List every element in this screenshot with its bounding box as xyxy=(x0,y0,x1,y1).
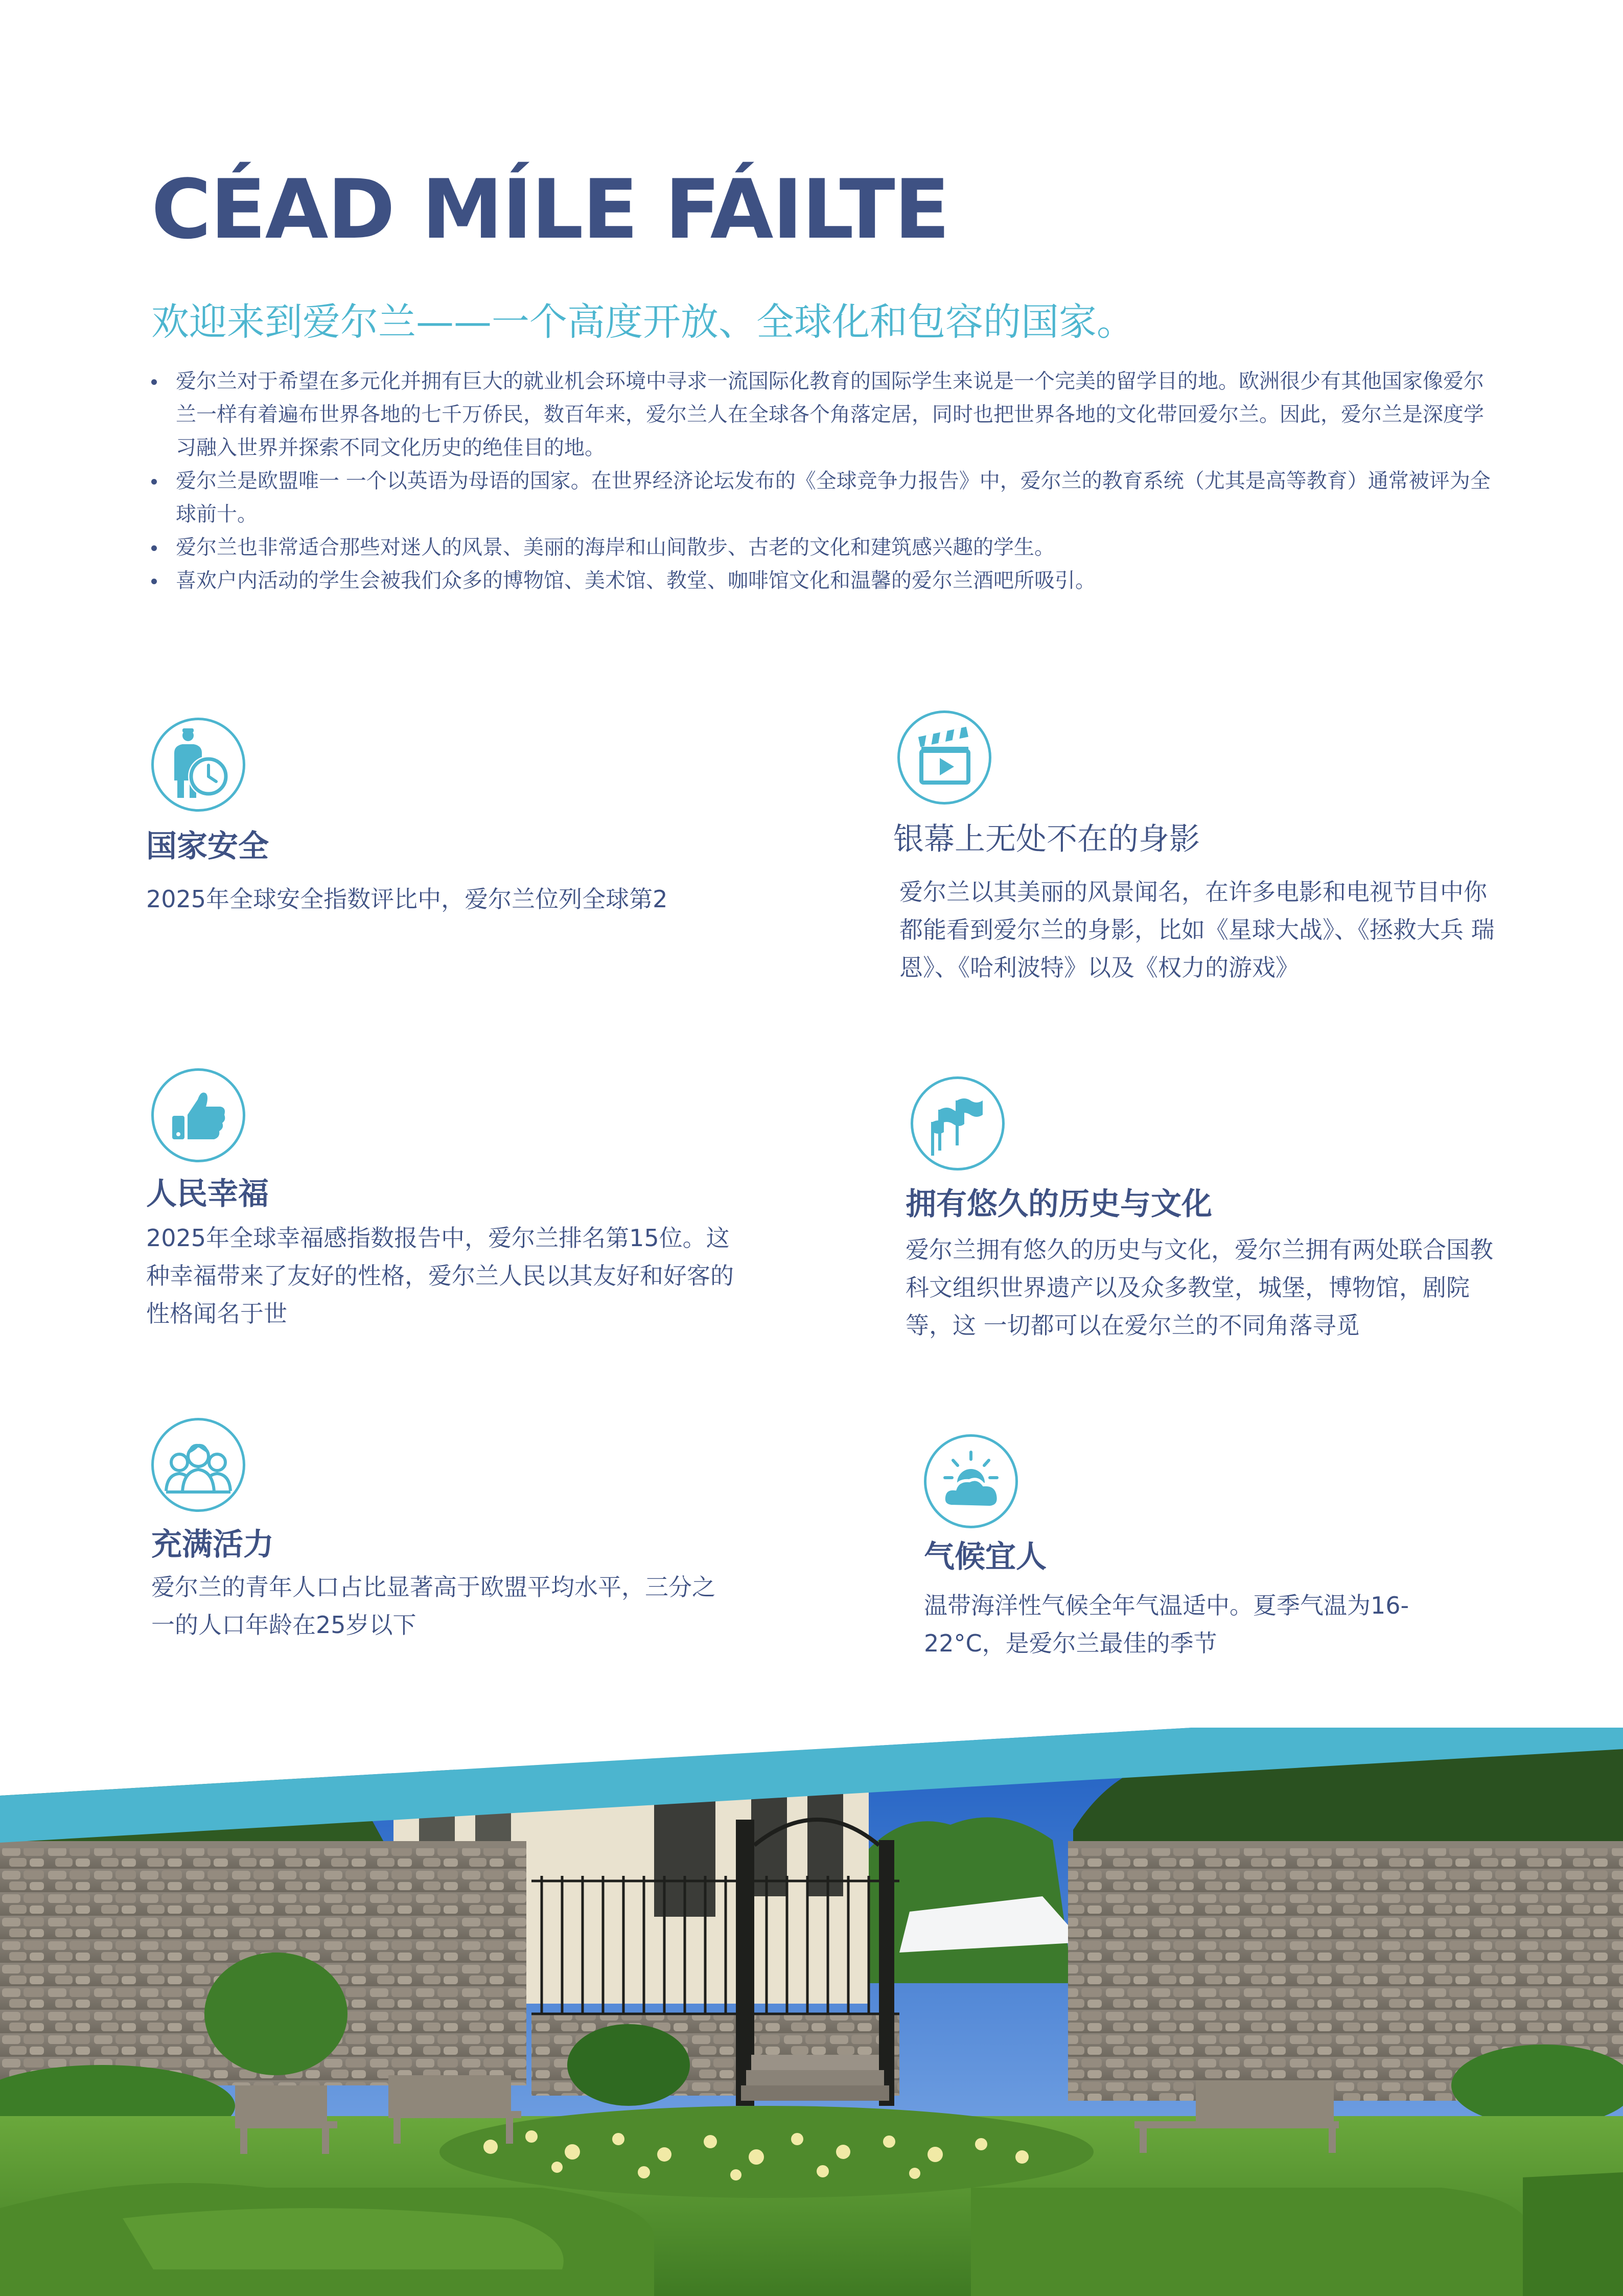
security-guard-clock-icon xyxy=(151,718,245,812)
feature-heading-film: 银幕上无处不在的身影 xyxy=(893,821,1200,857)
intro-bullet-list xyxy=(151,365,1500,598)
flags-icon xyxy=(911,1076,1005,1170)
thumbs-up-icon xyxy=(151,1068,245,1162)
intro-bullet: 爱尔兰也非常适合那些对迷人的风景、美丽的海岸和山间散步、古老的文化和建筑感兴趣的学生。 xyxy=(151,531,1500,564)
sun-behind-cloud-icon xyxy=(924,1434,1018,1528)
irish-garden-photo xyxy=(0,1728,1623,2296)
feature-text-climate: 温带海洋性气候全年气温适中。夏季气温为16-22°C，是爱尔兰最佳的季节 xyxy=(924,1592,1409,1657)
intro-bullet: 爱尔兰对于希望在多元化并拥有巨大的就业机会环境中寻求一流国际化教育的国际学生来说是一个完美的留学目的地。欧洲很少有其他国家像爱尔兰一样有着遍布世界各地的七千万侨民，数百年来，爱尔兰人在全球各个角落定居，同时也把世界各地的文化带回爱尔兰。因此，爱尔兰是深度学习融入世界并探索不同文化历史的绝佳目的地。 xyxy=(151,365,1500,465)
young-people-group-icon xyxy=(151,1418,245,1512)
intro-bullet: 喜欢户内活动的学生会被我们众多的博物馆、美术馆、教堂、咖啡馆文化和温馨的爱尔兰酒吧所吸引。 xyxy=(151,564,1500,598)
feature-text-vitality: 爱尔兰的青年人口占比显著高于欧盟平均水平，三分之一的人口年龄在25岁以下 xyxy=(151,1573,715,1639)
feature-heading-history: 拥有悠久的历史与文化 xyxy=(906,1186,1212,1222)
intro-bullet: 爱尔兰是欧盟唯一 一个以英语为母语的国家。在世界经济论坛发布的《全球竞争力报告》中，爱尔兰的教育系统（尤其是高等教育）通常被评为全球前十。 xyxy=(151,465,1500,531)
feature-text-film: 爱尔兰以其美丽的风景闻名，在许多电影和电视节目中你都能看到爱尔兰的身影，比如《星球大战》、《拯救大兵 瑞恩》、《哈利波特》以及《权力的游戏》 xyxy=(899,878,1495,981)
feature-heading-happiness: 人民幸福 xyxy=(146,1176,269,1212)
page-title: CÉAD MÍLE FÁILTE xyxy=(151,162,949,257)
feature-heading-safety: 国家安全 xyxy=(146,829,269,864)
feature-text-safety: 2025年全球安全指数评比中，爱尔兰位列全球第2 xyxy=(146,885,668,913)
film-clapperboard-icon xyxy=(897,710,991,805)
page-subtitle: 欢迎来到爱尔兰——一个高度开放、全球化和包容的国家。 xyxy=(151,300,1134,344)
feature-text-history: 爱尔兰拥有悠久的历史与文化，爱尔兰拥有两处联合国教科文组织世界遗产以及众多教堂，城堡，博物馆，剧院等，这 一切都可以在爱尔兰的不同角落寻觅 xyxy=(906,1236,1493,1339)
feature-heading-climate: 气候宜人 xyxy=(924,1539,1047,1575)
feature-text-happiness: 2025年全球幸福感指数报告中，爱尔兰排名第15位。这种幸福带来了友好的性格，爱尔兰人民以其友好和好客的性格闻名于世 xyxy=(146,1224,734,1327)
feature-heading-vitality: 充满活力 xyxy=(151,1527,274,1563)
